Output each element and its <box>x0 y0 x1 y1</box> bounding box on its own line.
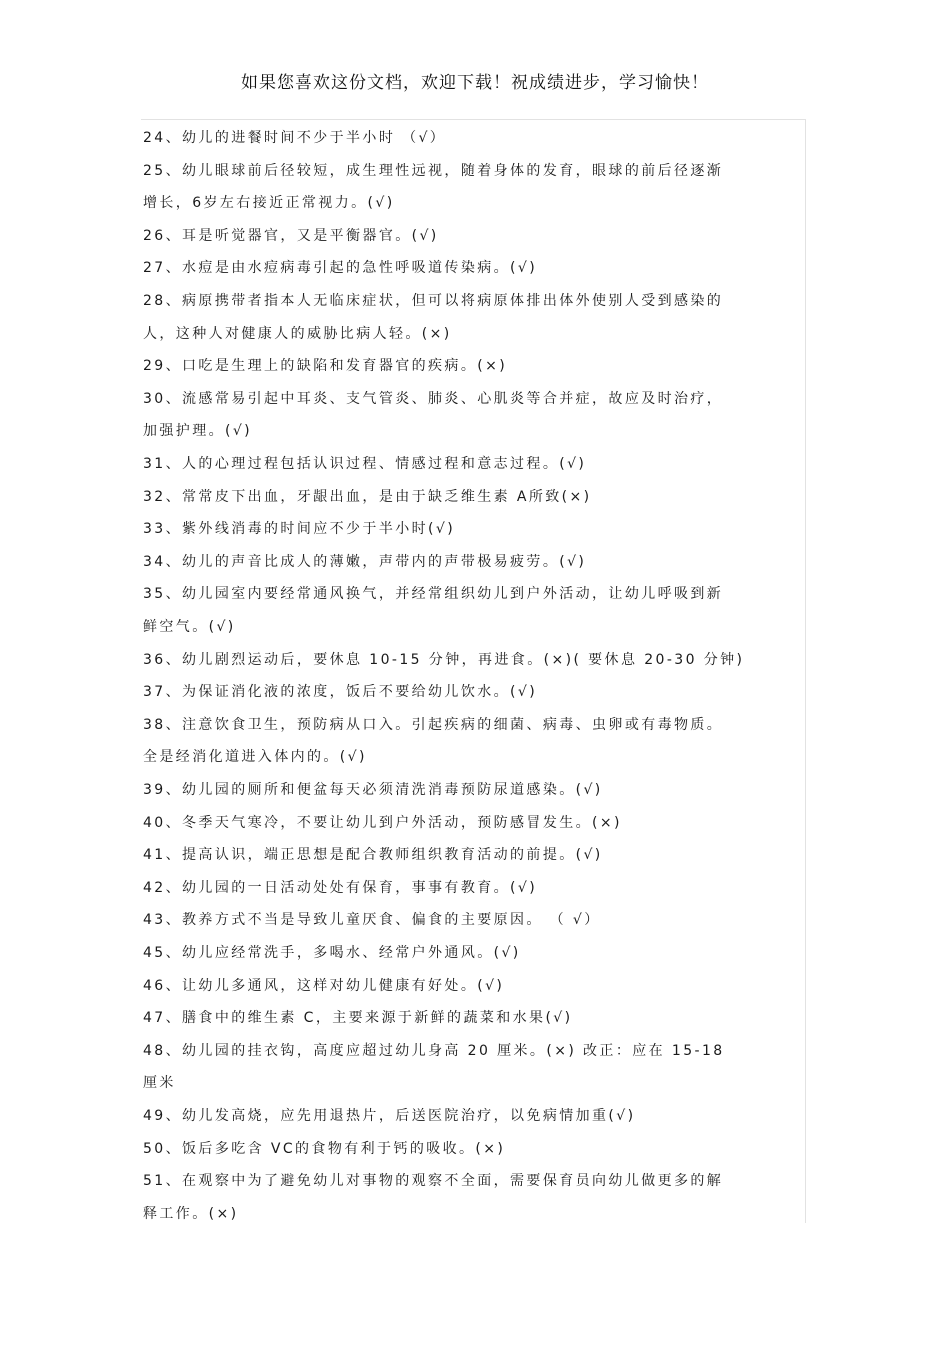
text-line: 24、幼儿的进餐时间不少于半小时 （√） <box>143 130 447 146</box>
text-line: 41、提高认识，端正思想是配合教师组织教育活动的前提。(√) <box>143 847 603 863</box>
text-line: 37、为保证消化液的浓度，饭后不要给幼儿饮水。(√) <box>143 684 538 700</box>
text-line: 47、膳食中的维生素 C，主要来源于新鲜的蔬菜和水果(√) <box>143 1010 573 1026</box>
text-line: 36、幼儿剧烈运动后，要休息 10-15 分钟，再进食。(×)( 要休息 20-30 分钟) <box>143 652 745 668</box>
text-line: 43、教养方式不当是导致儿童厌食、偏食的主要原因。 （ √） <box>143 912 601 928</box>
text-line: 30、流感常易引起中耳炎、支气管炎、肺炎、心肌炎等合并症，故应及时治疗， <box>143 391 724 407</box>
text-line: 42、幼儿园的一日活动处处有保育，事事有教育。(√) <box>143 880 538 896</box>
text-line: 25、幼儿眼球前后径较短，成生理性远视，随着身体的发育，眼球的前后径逐渐 <box>143 163 724 179</box>
page-header: 如果您喜欢这份文档，欢迎下载！祝成绩进步，学习愉快！ <box>241 73 709 93</box>
text-line: 39、幼儿园的厕所和便盆每天必须清洗消毒预防尿道感染。(√) <box>143 782 603 798</box>
text-line: 全是经消化道进入体内的。(√) <box>143 749 367 765</box>
text-line: 32、常常皮下出血，牙龈出血，是由于缺乏维生素 A所致(×) <box>143 489 592 505</box>
text-line: 35、幼儿园室内要经常通风换气，并经常组织幼儿到户外活动，让幼儿呼吸到新 <box>143 586 724 602</box>
text-line: 48、幼儿园的挂衣钩，高度应超过幼儿身高 20 厘米。(×) 改正：应在 15-18 <box>143 1043 725 1059</box>
text-line: 释工作。(×) <box>143 1206 239 1222</box>
text-line: 29、口吃是生理上的缺陷和发育器官的疾病。(×) <box>143 358 508 374</box>
text-line: 人，这种人对健康人的威胁比病人轻。(×) <box>143 326 452 342</box>
text-line: 加强护理。(√) <box>143 423 253 439</box>
text-line: 鲜空气。(√) <box>143 619 236 635</box>
text-line: 46、让幼儿多通风，这样对幼儿健康有好处。(√) <box>143 978 505 994</box>
text-line: 34、幼儿的声音比成人的薄嫩，声带内的声带极易疲劳。(√) <box>143 554 587 570</box>
text-line: 31、人的心理过程包括认识过程、情感过程和意志过程。(√) <box>143 456 587 472</box>
text-line: 27、水痘是由水痘病毒引起的急性呼吸道传染病。(√) <box>143 260 538 276</box>
text-line: 49、幼儿发高烧，应先用退热片，后送医院治疗，以免病情加重(√) <box>143 1108 636 1124</box>
text-line: 28、病原携带者指本人无临床症状，但可以将病原体排出体外使别人受到感染的 <box>143 293 724 309</box>
text-line: 厘米 <box>143 1075 176 1091</box>
text-line: 33、紫外线消毒的时间应不少于半小时(√) <box>143 521 456 537</box>
text-line: 26、耳是听觉器官，又是平衡器官。(√) <box>143 228 439 244</box>
text-line: 50、饭后多吃含 VC的食物有利于钙的吸收。(×) <box>143 1141 506 1157</box>
text-line: 增长，6岁左右接近正常视力。(√) <box>143 195 395 211</box>
text-line: 45、幼儿应经常洗手，多喝水、经常户外通风。(√) <box>143 945 521 961</box>
text-line: 38、注意饮食卫生，预防病从口入。引起疾病的细菌、病毒、虫卵或有毒物质。 <box>143 717 724 733</box>
text-line: 51、在观察中为了避免幼儿对事物的观察不全面，需要保育员向幼儿做更多的解 <box>143 1173 724 1189</box>
text-line: 40、冬季天气寒冷，不要让幼儿到户外活动，预防感冒发生。(×) <box>143 815 622 831</box>
